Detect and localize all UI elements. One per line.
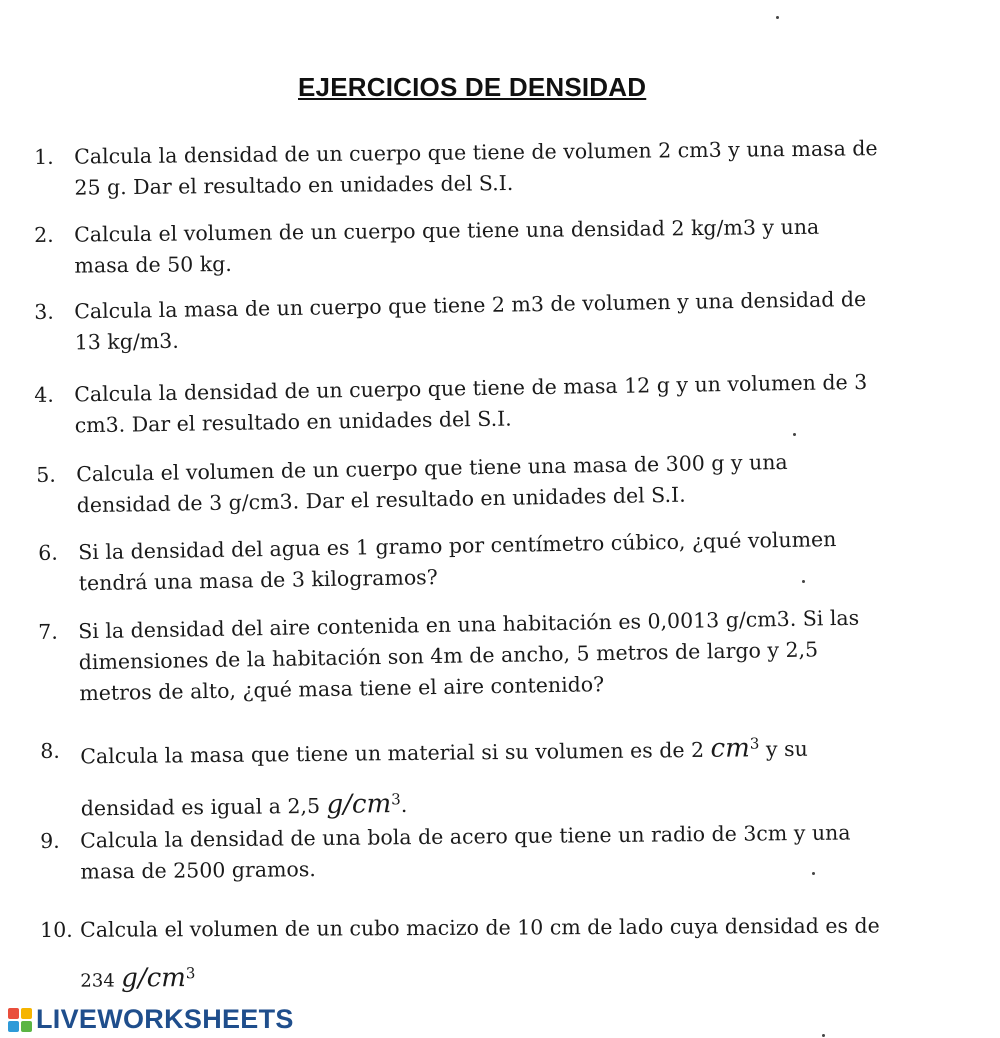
unit-cm: cm xyxy=(710,733,750,764)
liveworksheets-logo xyxy=(8,1004,294,1035)
scan-speck xyxy=(776,16,779,19)
exercise-text: Calcula la masa que tiene un material si su volumen es de 2 $cm^3$ y su densidad es igual a 2,5 $g/cm^3$. xyxy=(80,733,808,821)
exercise-number: 4. xyxy=(34,382,54,407)
logo-icon xyxy=(8,1008,32,1032)
exercise-text: Calcula la masa de un cuerpo que tiene 2 m3 de volumen y una densidad de 13 kg/m3. xyxy=(74,286,867,355)
unit-g-cm: g/cm xyxy=(326,788,392,820)
exercise-text: Calcula la densidad de una bola de acero que tiene un radio de 3cm y una masa de 2500 gramos. xyxy=(80,820,851,884)
exercise-text: Si la densidad del agua es 1 gramo por centímetro cúbico, ¿qué volumen tendrá una masa de 3 kilogramos? xyxy=(78,527,837,596)
unit-g-cm: g/cm xyxy=(121,963,186,994)
exercise-number: 8. xyxy=(40,738,60,763)
exercise-number: 10. xyxy=(40,917,73,942)
scan-speck xyxy=(793,433,796,436)
exercise-number: 6. xyxy=(38,540,59,565)
exercise-number: 9. xyxy=(40,828,60,853)
exercise-number: 5. xyxy=(36,462,57,487)
exercise-text: Si la densidad del aire contenida en una habitación es 0,0013 g/cm3. Si las dimensiones de la habitación son 4m de ancho, 5 metros de largo y 2,5 metros de alto, ¿qué masa tiene el aire contenido? xyxy=(78,605,860,706)
scan-speck xyxy=(802,580,805,583)
exercise-number: 7. xyxy=(38,619,59,644)
logo-text: LIVEWORKSHEETS xyxy=(36,1004,294,1034)
exercise-text: Calcula el volumen de un cubo macizo de 10 cm de lado cuya densidad es de 234 $g/cm^3$ xyxy=(80,913,880,994)
exercise-number: 3. xyxy=(34,299,54,324)
exercise-number: 2. xyxy=(34,222,54,247)
scan-speck xyxy=(812,872,815,875)
exercise-text: Calcula la densidad de un cuerpo que tiene de volumen 2 cm3 y una masa de 25 g. Dar el resultado en unidades del S.I. xyxy=(74,136,878,200)
exercise-text: Calcula el volumen de un cuerpo que tiene una densidad 2 kg/m3 y una masa de 50 kg. xyxy=(74,214,820,278)
exercise-text: Calcula la densidad de un cuerpo que tiene de masa 12 g y un volumen de 3 cm3. Dar el resultado en unidades del S.I. xyxy=(74,369,868,438)
scan-speck xyxy=(822,1034,825,1037)
page-title: EJERCICIOS DE DENSIDAD xyxy=(298,72,647,102)
exercise-text: Calcula el volumen de un cuerpo que tiene una masa de 300 g y una densidad de 3 g/cm3. Dar el resultado en unidades del S.I. xyxy=(76,449,788,518)
exercise-number: 1. xyxy=(34,144,54,169)
